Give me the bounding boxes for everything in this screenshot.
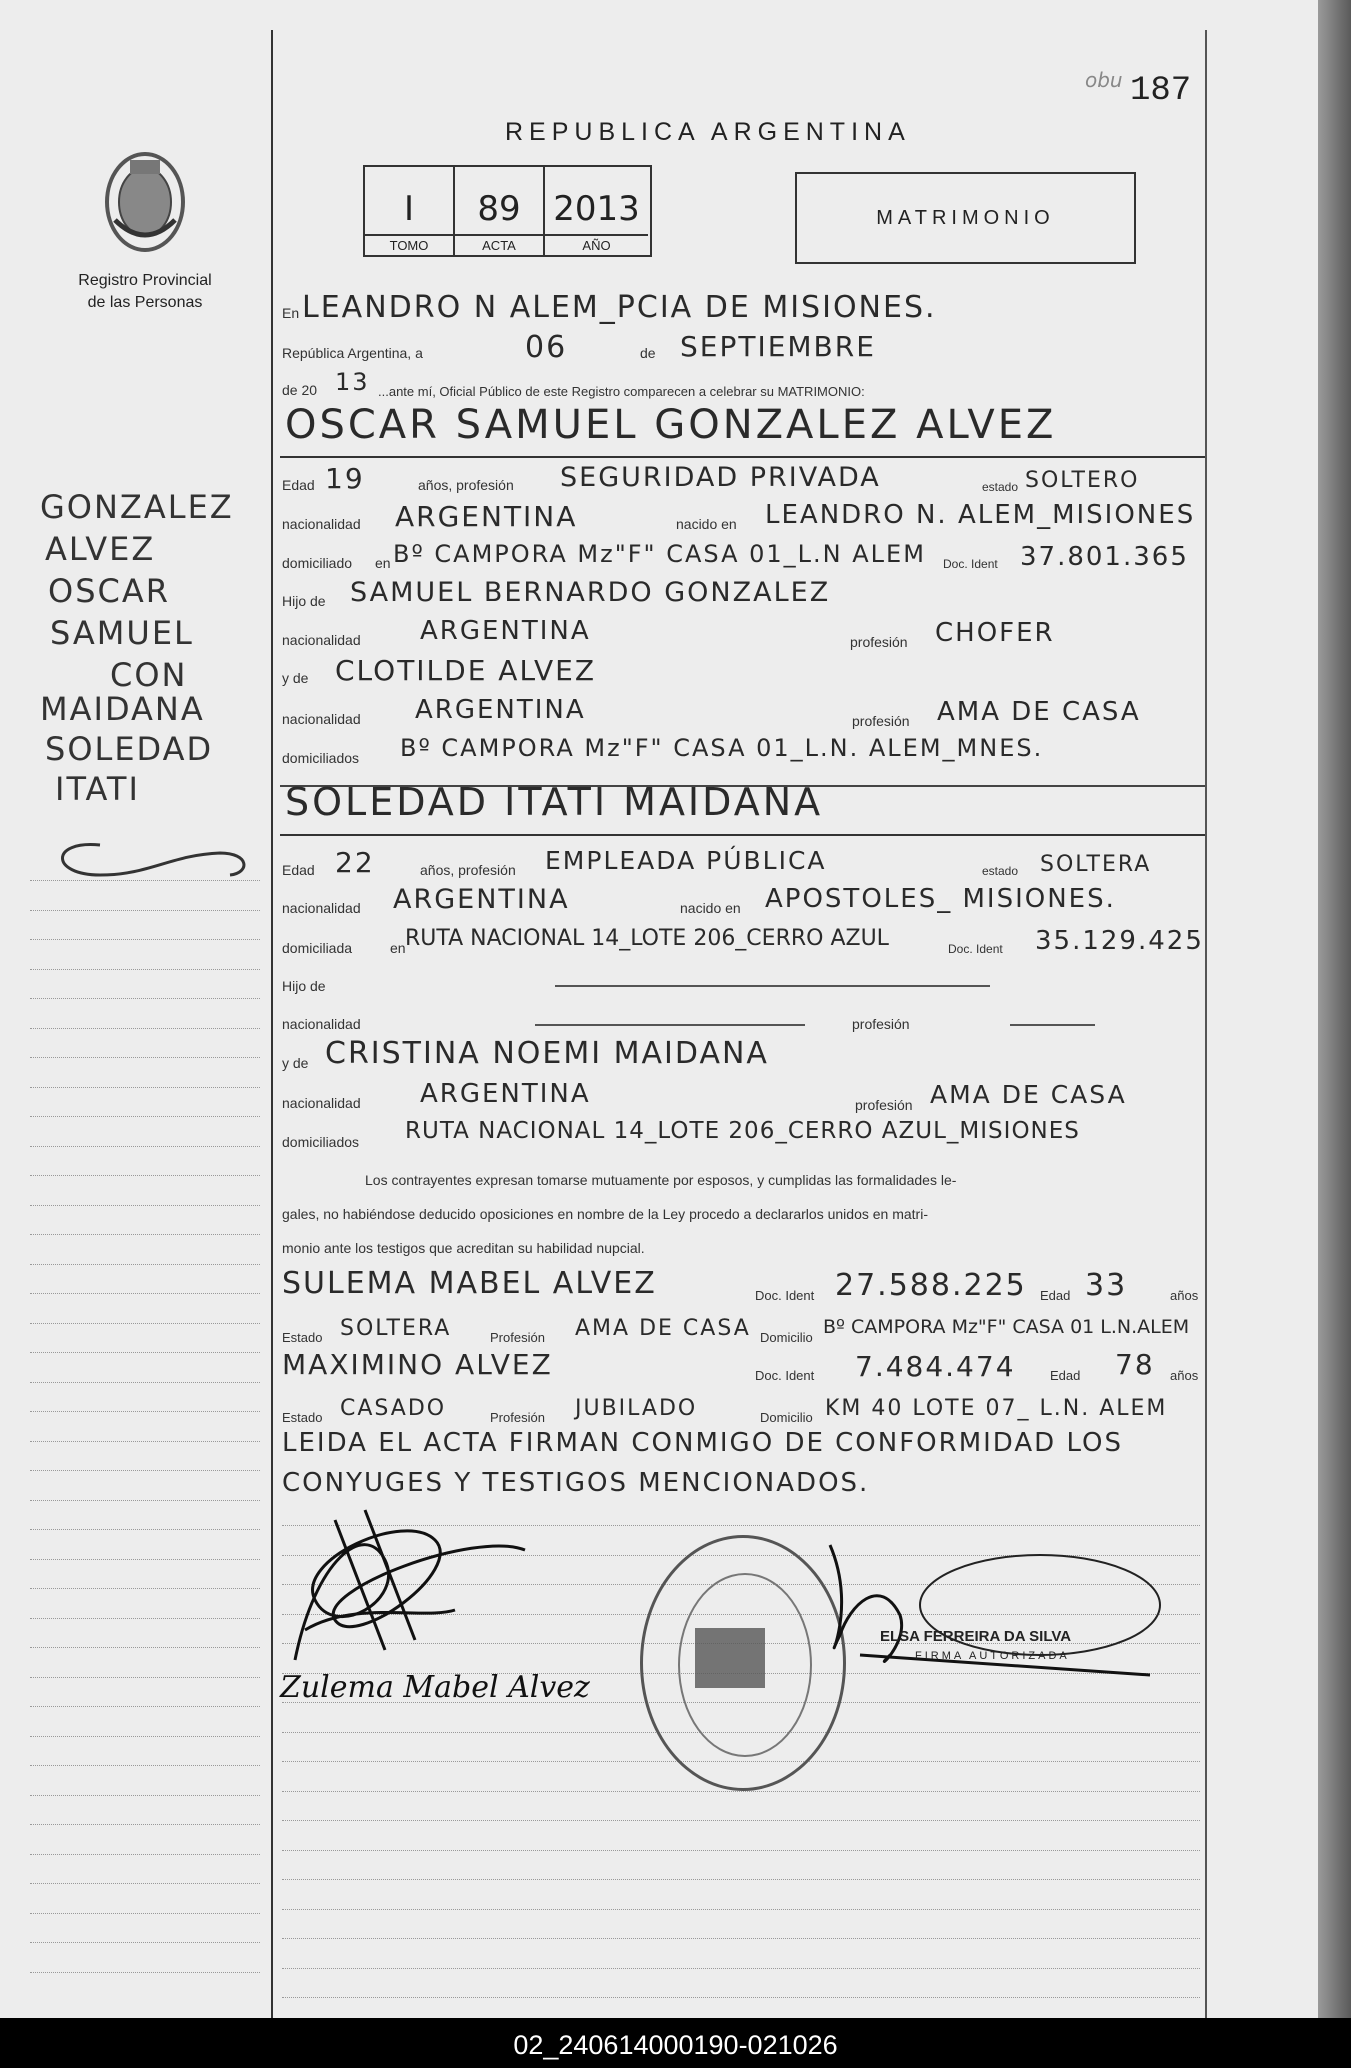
anio-label: AÑO xyxy=(545,234,648,253)
month: SEPTIEMBRE xyxy=(680,330,876,363)
margin-rule xyxy=(30,1205,260,1207)
legal-line-3: monio ante los testigos que acreditan su habilidad nupcial. xyxy=(282,1240,645,1256)
anios-label: años xyxy=(1170,1368,1199,1383)
profesion-label-6: Profesión xyxy=(490,1330,545,1345)
profesion-label-3: profesión xyxy=(852,713,910,729)
closing-line-1: LEIDA EL ACTA FIRMAN CONMIGO DE CONFORMIDAD LOS xyxy=(282,1428,1123,1458)
blank-line xyxy=(535,1024,805,1026)
republica-label: República Argentina, a xyxy=(282,345,423,361)
registry-line1: Registro Provincial xyxy=(78,272,212,289)
margin-rule xyxy=(30,1559,260,1561)
margin-rule xyxy=(30,1588,260,1590)
place: LEANDRO N ALEM_PCIA DE MISIONES. xyxy=(302,290,937,325)
domicilio-label: Domicilio xyxy=(760,1410,813,1425)
groom-nacionalidad: ARGENTINA xyxy=(395,500,578,533)
witness2-doc: 7.484.474 xyxy=(855,1350,1016,1383)
section-divider xyxy=(280,456,1205,458)
signature-scribble xyxy=(275,1500,605,1670)
form-rule xyxy=(282,1879,1200,1880)
margin-rule xyxy=(30,1706,260,1708)
nacionalidad-label: nacionalidad xyxy=(282,711,361,727)
estado-label: estado xyxy=(982,864,1019,878)
record-box xyxy=(363,165,652,257)
margin-rule xyxy=(30,1618,260,1620)
en-label: En xyxy=(282,305,300,321)
groom-profesion: SEGURIDAD PRIVADA xyxy=(560,462,881,493)
margin-rule xyxy=(30,1087,260,1089)
anios-label: años xyxy=(1170,1288,1199,1303)
margin-rule xyxy=(30,1677,260,1679)
margin-rule xyxy=(30,1736,260,1738)
margin-rule xyxy=(30,1411,260,1413)
padre-nacionalidad: ARGENTINA xyxy=(420,616,591,646)
margin-rule xyxy=(30,1854,260,1856)
official-signature xyxy=(800,1535,1180,1685)
profesion-label-2: profesión xyxy=(850,634,908,650)
domicilio-label: Domicilio xyxy=(760,1330,813,1345)
year-prefix: de 20 xyxy=(282,382,318,398)
margin-rule xyxy=(30,1913,260,1915)
page-note: obu xyxy=(1085,68,1123,92)
margin-rule xyxy=(30,1352,260,1354)
groom-nacido: LEANDRO N. ALEM_MISIONES xyxy=(765,500,1196,530)
profesion-label: años, profesión xyxy=(420,862,516,878)
blank-line xyxy=(1010,1024,1095,1026)
doc-label: Doc. Ident xyxy=(948,942,1003,956)
margin-rule xyxy=(30,1470,260,1472)
nacionalidad-label: nacionalidad xyxy=(282,1095,361,1111)
yde-label: y de xyxy=(282,1055,309,1071)
estado-label: Estado xyxy=(282,1330,323,1345)
witness1-estado: SOLTERA xyxy=(340,1316,452,1341)
witness1-edad: 33 xyxy=(1085,1268,1128,1303)
witness1-name: SULEMA MABEL ALVEZ xyxy=(282,1266,657,1301)
doc-label: Doc. Ident xyxy=(943,557,998,571)
witness2-domicilio: KM 40 LOTE 07_ L.N. ALEM xyxy=(825,1396,1168,1421)
form-rule xyxy=(282,1909,1200,1910)
de-label: de xyxy=(640,345,656,361)
bride-padres-domicilio: RUTA NACIONAL 14_LOTE 206_CERRO AZUL_MISIONES xyxy=(405,1118,1080,1144)
bride-nacionalidad: ARGENTINA xyxy=(393,884,570,915)
bride-domicilio: RUTA NACIONAL 14_LOTE 206_CERRO AZUL xyxy=(405,926,889,951)
margin-name-5: MAIDANA xyxy=(40,690,205,728)
witness2-profesion: JUBILADO xyxy=(575,1396,698,1421)
margin-rule xyxy=(30,998,260,1000)
blank-line xyxy=(555,985,990,987)
nacionalidad-label: nacionalidad xyxy=(282,632,361,648)
margin-rule xyxy=(30,1883,260,1885)
estado-label: estado xyxy=(982,480,1019,494)
margin-name-0: GONZALEZ xyxy=(40,488,234,526)
margin-name-2: OSCAR xyxy=(48,572,170,610)
form-rule xyxy=(282,1820,1200,1821)
margin-rule xyxy=(30,1382,260,1384)
margin-rule xyxy=(30,1795,260,1797)
nacionalidad-label: nacionalidad xyxy=(282,516,361,532)
margin-rule xyxy=(30,1234,260,1236)
domiciliados-label: domiciliados xyxy=(282,750,360,766)
profesion-label: años, profesión xyxy=(418,477,514,493)
page-number: 187 xyxy=(1130,72,1192,110)
bride-edad: 22 xyxy=(335,846,375,879)
margin-rule xyxy=(30,910,260,912)
margin-rule xyxy=(30,1293,260,1295)
yde-label: y de xyxy=(282,670,309,686)
edad-label: Edad xyxy=(1040,1288,1071,1303)
anio-value: 2013 xyxy=(553,189,640,229)
witness1-profesion: AMA DE CASA xyxy=(575,1316,751,1341)
nacionalidad-label: nacionalidad xyxy=(282,1016,361,1032)
margin-flourish-icon xyxy=(40,835,260,880)
form-rule xyxy=(282,1997,1200,1998)
nacionalidad-label: nacionalidad xyxy=(282,900,361,916)
margin-rule xyxy=(30,1765,260,1767)
bride-madre-nacionalidad: ARGENTINA xyxy=(420,1079,591,1109)
groom-estado: SOLTERO xyxy=(1025,468,1140,493)
form-rule xyxy=(282,1938,1200,1939)
preamble: ...ante mí, Oficial Público de este Registro comparecen a celebrar su MATRIMONIO: xyxy=(378,384,865,399)
doc-label: Doc. Ident xyxy=(755,1288,815,1303)
domiciliados-label: domiciliados xyxy=(282,1134,360,1150)
groom-domicilio: Bº CAMPORA Mz"F" CASA 01_L.N ALEM xyxy=(393,540,926,568)
groom-edad: 19 xyxy=(325,462,365,495)
margin-rule xyxy=(30,1441,260,1443)
margin-rule xyxy=(30,1175,260,1177)
bride-nacido: APOSTOLES_ MISIONES. xyxy=(765,884,1116,914)
edad-label: Edad xyxy=(282,862,315,878)
en-label-3: en xyxy=(390,940,406,956)
legal-line-1: Los contrayentes expresan tomarse mutuamente por esposos, y cumplidas las formalidades le- xyxy=(365,1172,957,1188)
document-code: 02_240614000190-021026 xyxy=(513,2030,838,2060)
margin-rule xyxy=(30,1824,260,1826)
tomo-value: I xyxy=(403,189,415,229)
witness1-doc: 27.588.225 xyxy=(835,1268,1027,1303)
margin-rule xyxy=(30,1028,260,1030)
en-label-2: en xyxy=(375,555,391,571)
acta-value: 89 xyxy=(477,189,521,229)
edad-label: Edad xyxy=(282,477,315,493)
margin-rule xyxy=(30,1264,260,1266)
margin-name-3: SAMUEL xyxy=(50,614,194,652)
padre-profesion: CHOFER xyxy=(935,618,1055,648)
doc-label: Doc. Ident xyxy=(755,1368,815,1383)
groom-doc: 37.801.365 xyxy=(1020,542,1189,572)
margin-rule xyxy=(30,1057,260,1059)
country-title: REPUBLICA ARGENTINA xyxy=(505,118,911,146)
official-title: FIRMA AUTORIZADA xyxy=(915,1650,1070,1662)
margin-rule xyxy=(30,1146,260,1148)
tomo-label: TOMO xyxy=(365,234,453,253)
witness1-domicilio: Bº CAMPORA Mz"F" CASA 01 L.N.ALEM xyxy=(823,1316,1190,1338)
groom-name: OSCAR SAMUEL GONZALEZ ALVEZ xyxy=(285,402,1057,448)
margin-rule xyxy=(30,1529,260,1531)
seal-emblem-icon xyxy=(695,1628,765,1688)
groom-madre: CLOTILDE ALVEZ xyxy=(335,654,597,687)
bride-doc: 35.129.425 xyxy=(1035,926,1204,956)
witness2-name: MAXIMINO ALVEZ xyxy=(282,1348,553,1381)
margin-name-1: ALVEZ xyxy=(45,530,156,568)
bride-madre-profesion: AMA DE CASA xyxy=(930,1080,1127,1109)
margin-rule xyxy=(30,1972,260,1974)
hijo-label: Hijo de xyxy=(282,593,326,609)
bride-madre: CRISTINA NOEMI MAIDANA xyxy=(325,1036,769,1071)
margin-name-7: ITATI xyxy=(55,770,140,808)
margin-rule xyxy=(30,1500,260,1502)
margin-rule xyxy=(30,1323,260,1325)
acta-label: ACTA xyxy=(455,234,543,253)
profesion-label-4: profesión xyxy=(852,1016,910,1032)
margin-line xyxy=(271,30,273,2018)
bride-profesion: EMPLEADA PÚBLICA xyxy=(545,846,827,875)
margin-rule xyxy=(30,1116,260,1118)
edad-label: Edad xyxy=(1050,1368,1081,1383)
nacido-label: nacido en xyxy=(680,900,741,916)
domiciliado-label: domiciliado xyxy=(282,555,353,571)
year-suffix: 13 xyxy=(335,368,370,396)
margin-rule xyxy=(30,1942,260,1944)
day: 06 xyxy=(525,330,568,365)
profesion-label-5: profesión xyxy=(855,1097,913,1113)
witness2-estado: CASADO xyxy=(340,1396,447,1421)
nacido-label: nacido en xyxy=(676,516,737,532)
page-edge xyxy=(1318,0,1351,2018)
estado-label: Estado xyxy=(282,1410,323,1425)
margin-rule xyxy=(30,880,260,882)
madre-nacionalidad: ARGENTINA xyxy=(415,695,586,725)
closing-line-2: CONYUGES Y TESTIGOS MENCIONADOS. xyxy=(282,1468,870,1498)
bride-name: SOLEDAD ITATI MAIDANA xyxy=(285,780,824,824)
witness-signature: Zulema Mabel Alvez xyxy=(280,1670,590,1705)
legal-line-2: gales, no habiéndose deducido oposiciones en nombre de la Ley procedo a declararlos unidos en matri- xyxy=(282,1206,928,1222)
form-rule xyxy=(282,1968,1200,1969)
margin-rule xyxy=(30,1647,260,1649)
bride-estado: SOLTERA xyxy=(1040,852,1152,877)
section-divider xyxy=(280,834,1205,836)
profesion-label-7: Profesión xyxy=(490,1410,545,1425)
registry-line2: de las Personas xyxy=(87,294,203,311)
margin-rule xyxy=(30,969,260,971)
madre-profesion: AMA DE CASA xyxy=(937,697,1141,727)
right-margin-line xyxy=(1205,30,1207,2018)
official-name: ELSA FERREIRA DA SILVA xyxy=(880,1628,1072,1645)
record-type: MATRIMONIO xyxy=(795,172,1136,264)
hijo-label: Hijo de xyxy=(282,978,326,994)
witness2-edad: 78 xyxy=(1115,1348,1155,1381)
groom-padre: SAMUEL BERNARDO GONZALEZ xyxy=(350,577,831,608)
groom-padres-domicilio: Bº CAMPORA Mz"F" CASA 01_L.N. ALEM_MNES. xyxy=(400,734,1044,762)
form-rule xyxy=(282,1850,1200,1851)
domiciliada-label: domiciliada xyxy=(282,940,353,956)
margin-name-6: SOLEDAD xyxy=(45,730,214,768)
margin-rule xyxy=(30,939,260,941)
margin-name-4: CON xyxy=(110,656,188,694)
coat-of-arms-icon xyxy=(100,150,190,255)
